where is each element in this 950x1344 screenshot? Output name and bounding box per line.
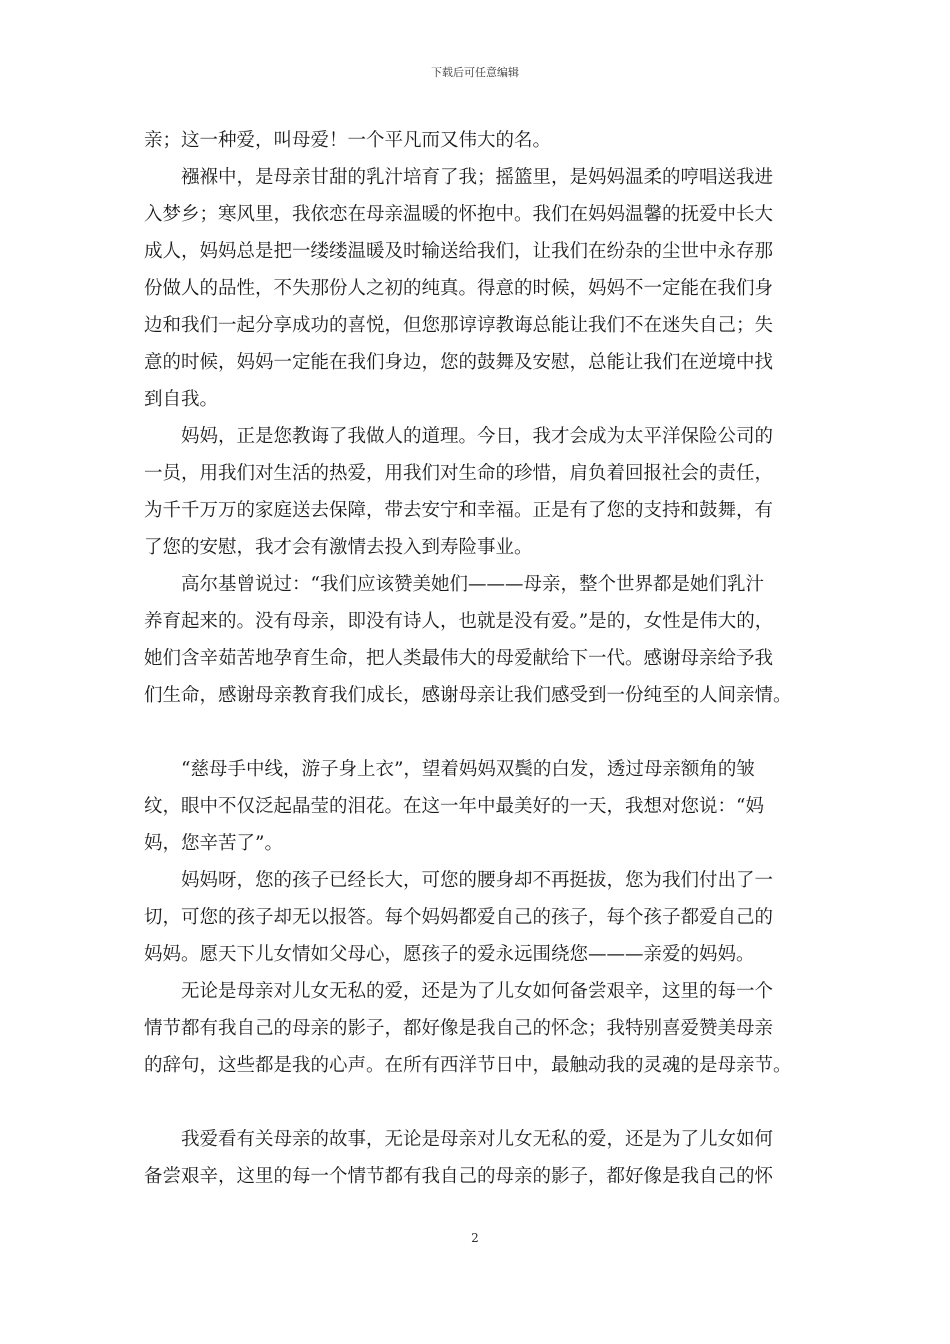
text-line: 亲；这一种爱，叫母爱！一个平凡而又伟大的名。	[144, 130, 552, 151]
text-line: 切，可您的孩子却无以报答。每个妈妈都爱自己的孩子，每个孩子都爱自己的	[144, 907, 774, 928]
text-line: 妈妈呀，您的孩子已经长大，可您的腰身却不再挺拔，您为我们付出了一	[181, 870, 774, 891]
text-line: 妈妈，正是您教诲了我做人的道理。今日，我才会成为太平洋保险公司的	[181, 426, 774, 447]
text-line: 一员，用我们对生活的热爱，用我们对生命的珍惜，肩负着回报社会的责任，	[144, 463, 774, 484]
text-line: 了您的安慰，我才会有激情去投入到寿险事业。	[144, 537, 533, 558]
paragraph	[144, 418, 824, 566]
text-line: 入梦乡；寒风里，我依恋在母亲温暖的怀抱中。我们在妈妈温馨的抚爱中长大	[144, 204, 774, 225]
blank-line	[144, 1084, 824, 1121]
paragraph	[144, 862, 824, 973]
text-line: 襁褓中，是母亲甘甜的乳汁培育了我；摇篮里，是妈妈温柔的哼唱送我进	[181, 167, 774, 188]
text-line: 纹，眼中不仅泛起晶莹的泪花。在这一年中最美好的一天，我想对您说：“妈	[144, 796, 764, 817]
text-line: 边和我们一起分享成功的喜悦，但您那谆谆教诲总能让我们不在迷失自己；失	[144, 315, 774, 336]
text-line: 意的时候，妈妈一定能在我们身边，您的鼓舞及安慰，总能让我们在逆境中找	[144, 352, 774, 373]
text-line: 成人，妈妈总是把一缕缕温暖及时输送给我们，让我们在纷杂的尘世中永存那	[144, 241, 774, 262]
paragraph	[144, 122, 824, 159]
paragraph	[144, 159, 824, 418]
paragraph	[144, 1121, 824, 1195]
text-line: 无论是母亲对儿女无私的爱，还是为了儿女如何备尝艰辛，这里的每一个	[181, 981, 774, 1002]
text-line: 为千千万万的家庭送去保障，带去安宁和幸福。正是有了您的支持和鼓舞，有	[144, 500, 774, 521]
paragraph	[144, 751, 824, 862]
text-line: 们生命，感谢母亲教育我们成长，感谢母亲让我们感受到一份纯至的人间亲情。	[144, 685, 792, 706]
text-line: 高尔基曾说过：“我们应该赞美她们———母亲，整个世界都是她们乳汁	[181, 574, 764, 595]
text-line: 的辞句，这些都是我的心声。在所有西洋节日中，最触动我的灵魂的是母亲节。	[144, 1055, 792, 1076]
text-line: 份做人的品性，不失那份人之初的纯真。得意的时候，妈妈不一定能在我们身	[144, 278, 774, 299]
text-line: 情节都有我自己的母亲的影子，都好像是我自己的怀念；我特别喜爱赞美母亲	[144, 1018, 774, 1039]
text-line: 妈妈。愿天下儿女情如父母心，愿孩子的爱永远围绕您———亲爱的妈妈。	[144, 944, 755, 965]
page-header: 下载后可任意编辑	[431, 66, 519, 79]
text-line: “慈母手中线，游子身上衣”，望着妈妈双鬓的白发，透过母亲额角的皱	[181, 759, 755, 780]
document-body	[144, 122, 824, 1195]
text-line: 我爱看有关母亲的故事，无论是母亲对儿女无私的爱，还是为了儿女如何	[181, 1129, 774, 1150]
paragraph	[144, 973, 824, 1084]
text-line: 备尝艰辛，这里的每一个情节都有我自己的母亲的影子，都好像是我自己的怀	[144, 1166, 774, 1187]
paragraph	[144, 566, 824, 714]
text-line: 她们含辛茹苦地孕育生命，把人类最伟大的母爱献给下一代。感谢母亲给予我	[144, 648, 774, 669]
page-number: 2	[471, 1231, 479, 1245]
text-line: 养育起来的。没有母亲，即没有诗人，也就是没有爱。”是的，女性是伟大的，	[144, 611, 774, 632]
text-line: 到自我。	[144, 389, 219, 410]
blank-line	[144, 714, 824, 751]
text-line: 妈，您辛苦了”。	[144, 833, 283, 854]
